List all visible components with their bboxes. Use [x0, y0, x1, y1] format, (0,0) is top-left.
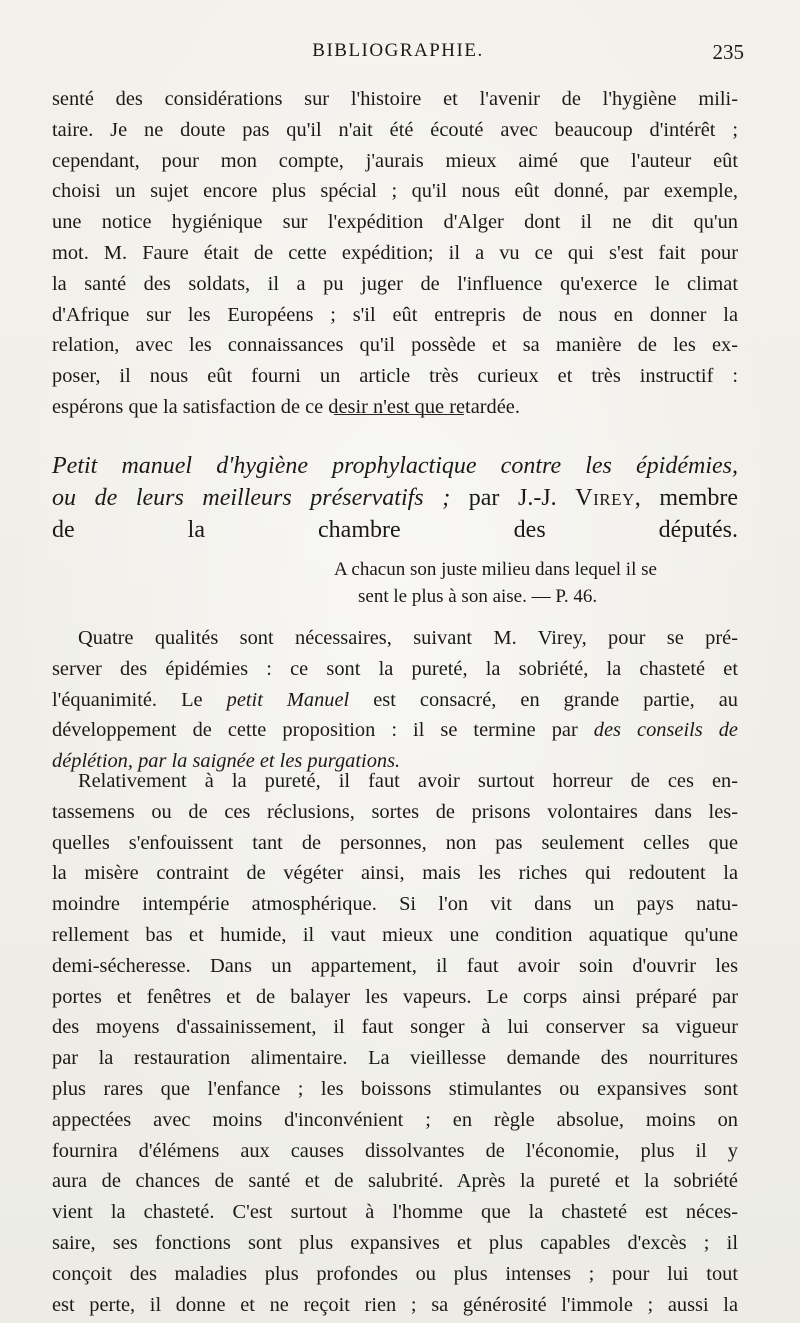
text-line: vient la chasteté. C'est surtout à l'homme que la chasteté est néces- [52, 1201, 738, 1224]
text-line: choisi un sujet encore plus spécial ; qu'il nous eût donné, par exemple, [52, 180, 738, 203]
text-line: moindre intempérie atmosphérique. Si l'on vit dans un pays natu- [52, 893, 738, 916]
section-divider [334, 414, 464, 415]
text-line: des moyens d'assainissement, il faut songer à lui conserver sa vigueur [52, 1016, 738, 1039]
text-line: server des épidémies : ce sont la pureté, la sobriété, la chasteté et [52, 657, 738, 680]
text-span: développement de cette proposition : il se termine par [52, 719, 594, 742]
continued-paragraph [52, 84, 738, 423]
text-line: appectées avec moins d'inconvénient ; en règle absolue, moins on [52, 1108, 738, 1131]
epigraph-line: A chacun son juste milieu dans lequel il se [334, 559, 657, 580]
title-line [52, 482, 738, 514]
text-line: tassemens ou de ces réclusions, sortes de prisons volontaires dans les- [52, 800, 738, 823]
epigraph [334, 556, 728, 610]
title-line: de la chambre des députés. [52, 517, 738, 543]
text-line: poser, il nous eût fourni un article très curieux et très instructif : [52, 365, 738, 388]
text-line: d'Afrique sur les Européens ; s'il eût entrepris de nous en donner la [52, 303, 738, 326]
paragraph-purity [52, 766, 738, 1320]
title-rest: , membre [634, 485, 738, 511]
italic-span: petit Manuel [226, 688, 350, 711]
text-line: la santé des soldats, il a pu juger de l'influence qu'exerce le climat [52, 272, 738, 295]
text-line: la misère contraint de végéter ainsi, mais les riches qui redoutent la [52, 862, 738, 885]
text-line: mot. M. Faure était de cette expédition; il a vu ce qui s'est fait pour [52, 241, 738, 264]
text-line: aura de chances de santé et de salubrité. Après la pureté et la sobriété [52, 1170, 738, 1193]
text-line: une notice hygiénique sur l'expédition d'Alger dont il ne dit qu'un [52, 211, 738, 234]
italic-span: des conseils de [593, 719, 738, 742]
text-line: demi-sécheresse. Dans un appartement, il faut avoir soin d'ouvrir les [52, 954, 738, 977]
text-line: portes et fenêtres et de balayer les vapeurs. Le corps ainsi préparé par [52, 985, 738, 1008]
title-italic: Petit manuel d'hygiène prophylactique contre les épidémies, [52, 453, 738, 479]
title-par: par J.-J. [450, 485, 576, 511]
text-line: fournira d'élémens aux causes dissolvantes de l'économie, plus il y [52, 1139, 738, 1162]
author-name: Virey [575, 485, 635, 511]
text-line: rellement bas et humide, il vaut mieux une condition aquatique qu'une [52, 923, 738, 946]
page-number: 235 [712, 40, 744, 64]
text-line: taire. Je ne doute pas qu'il n'ait été écouté avec beaucoup d'intérêt ; [52, 118, 738, 141]
text-line: relation, avec les connaissances qu'il possède et sa manière de les ex- [52, 334, 738, 357]
text-line: cependant, pour mon compte, j'aurais mieux aimé que l'auteur eût [52, 149, 738, 172]
text-span: l'équanimité. Le [52, 688, 227, 711]
text-span: est consacré, en grande partie, au [349, 688, 738, 711]
review-title [52, 450, 738, 546]
paragraph-qualities [52, 623, 738, 777]
text-line: est perte, il donne et ne reçoit rien ; sa générosité l'immole ; aussi la [52, 1293, 738, 1316]
text-line: saire, ses fonctions sont plus expansives et plus capables d'excès ; il [52, 1231, 738, 1254]
text-line: plus rares que l'enfance ; les boissons stimulantes ou expansives sont [52, 1077, 738, 1100]
title-line [52, 450, 738, 482]
text-line: Quatre qualités sont nécessaires, suivant M. Virey, pour se pré- [78, 627, 738, 649]
page-header [52, 40, 744, 74]
text-line [52, 715, 738, 746]
title-italic: ou de leurs meilleurs préservatifs ; [52, 485, 451, 511]
text-line: quelles s'enfouissent tant de personnes, non pas seulement celles que [52, 831, 738, 854]
running-title: BIBLIOGRAPHIE. [312, 40, 484, 61]
text-line: espérons que la satisfaction de ce desir n'est que retardée. [52, 395, 520, 418]
text-line: conçoit des maladies plus profondes ou plus intenses ; pour lui tout [52, 1262, 738, 1285]
italic-span: déplétion, par la saignée et les purgations. [52, 750, 401, 773]
text-line: senté des considérations sur l'histoire et l'avenir de l'hygiène mili- [52, 88, 738, 110]
text-line: par la restauration alimentaire. La vieillesse demande des nourritures [52, 1047, 738, 1070]
text-line [52, 685, 738, 716]
text-line: Relativement à la pureté, il faut avoir surtout horreur de ces en- [78, 770, 738, 792]
epigraph-line: sent le plus à son aise. — P. 46. [358, 586, 598, 607]
